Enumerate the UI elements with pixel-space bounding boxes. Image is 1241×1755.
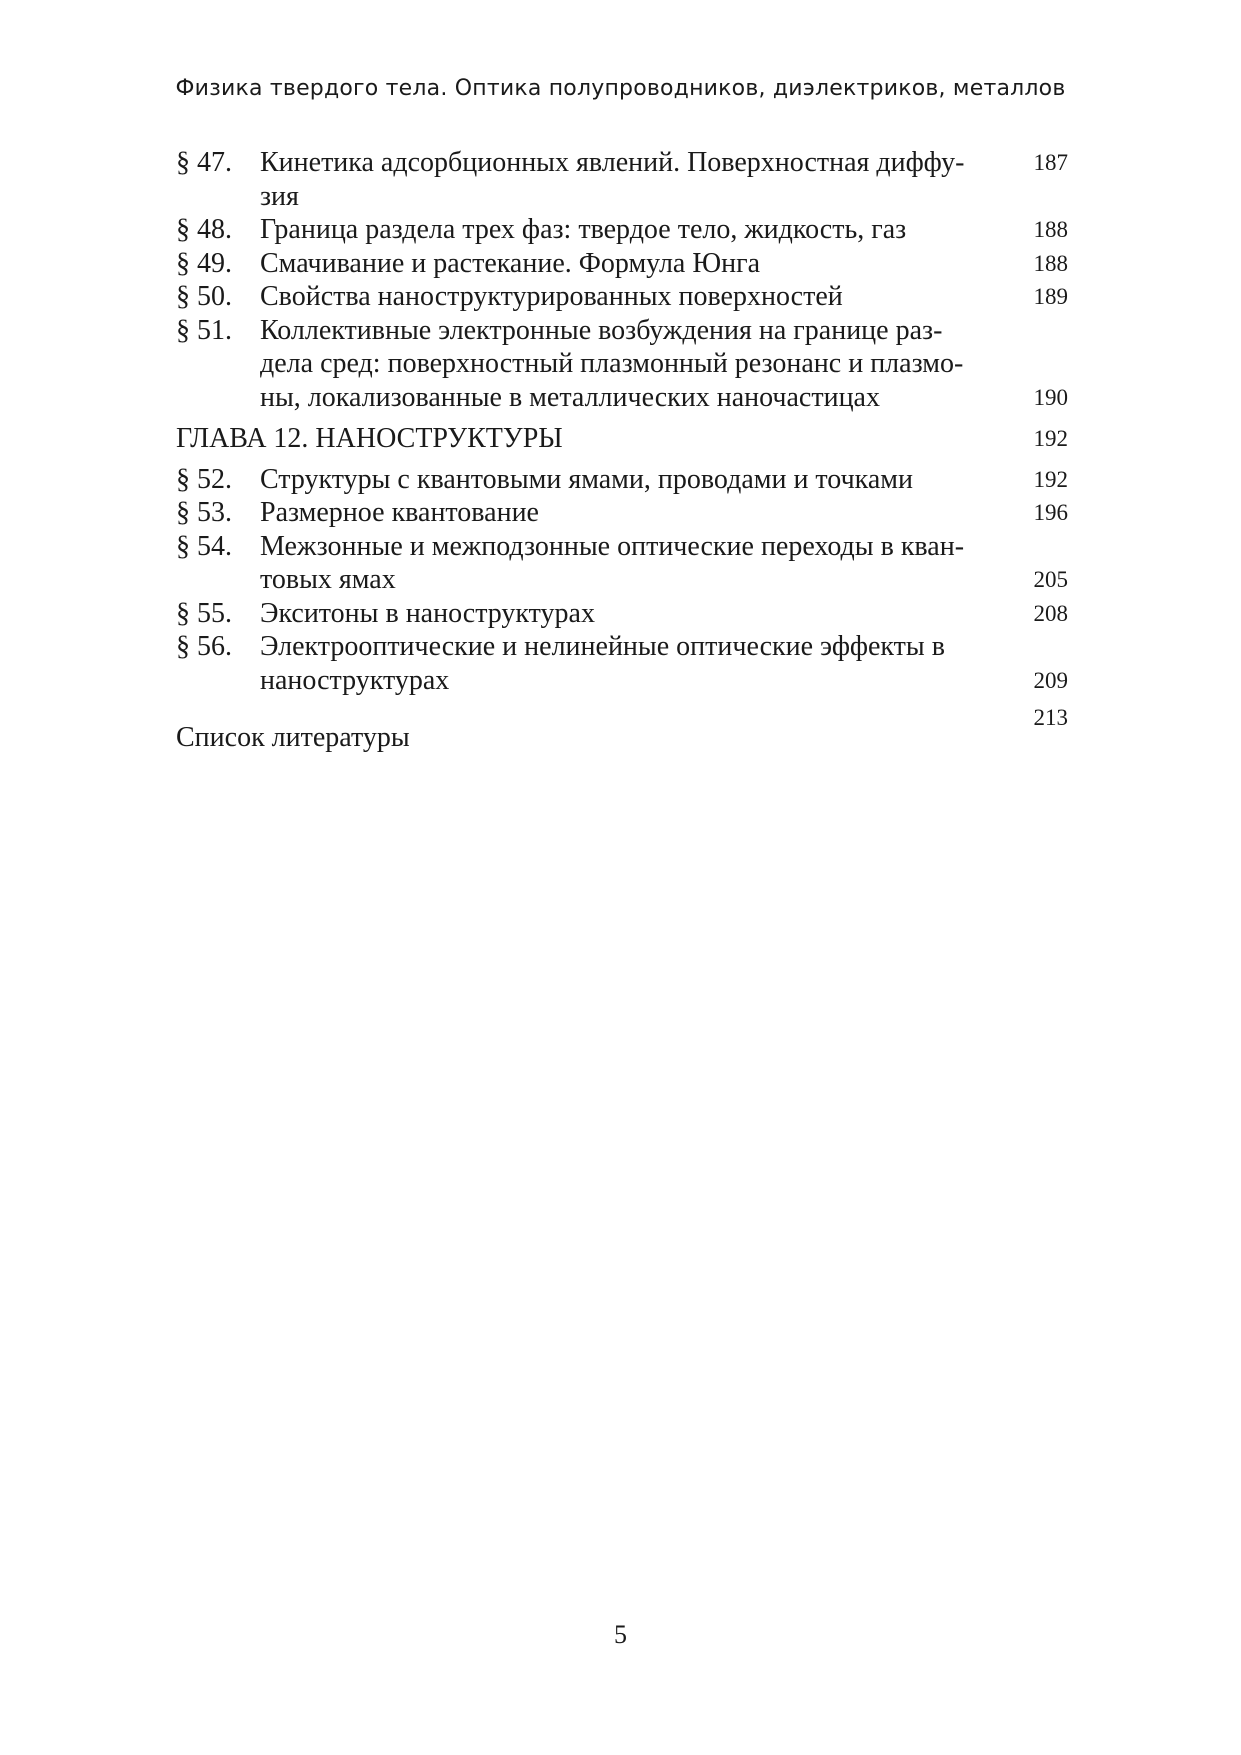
page-number: 192 bbox=[1033, 426, 1068, 451]
page-number: 188 bbox=[1033, 217, 1068, 242]
section-title bbox=[260, 630, 1000, 697]
section-title-line: Свойства наноструктурированных поверхностей bbox=[260, 281, 843, 312]
section-title-line: зия bbox=[260, 180, 299, 212]
bibliography-title: Список литературы bbox=[176, 722, 410, 753]
toc-entry-51[interactable] bbox=[176, 314, 1076, 415]
section-title-line: Коллективные электронные возбуждения на границе раз- bbox=[260, 314, 943, 346]
page-number: 205 bbox=[1033, 567, 1068, 592]
section-title bbox=[260, 213, 1000, 247]
section-title-line: Экситоны в наноструктурах bbox=[260, 597, 595, 629]
section-number: § 49. bbox=[176, 247, 232, 279]
section-title-line: Структуры с квантовыми ямами, проводами и точками bbox=[260, 463, 913, 495]
page-number: 208 bbox=[1033, 600, 1068, 626]
section-title-line: товых ямах bbox=[260, 564, 396, 595]
section-number: § 52. bbox=[176, 463, 232, 495]
toc-entry-48[interactable] bbox=[176, 213, 1076, 247]
section-title bbox=[260, 496, 1000, 530]
section-title bbox=[260, 280, 1000, 314]
toc-bibliography[interactable] bbox=[176, 701, 1076, 755]
page-footer-number: 5 bbox=[614, 1620, 627, 1649]
section-title bbox=[260, 314, 1000, 415]
section-number: § 54. bbox=[176, 530, 232, 562]
section-title bbox=[260, 463, 1000, 497]
page-number: 213 bbox=[1033, 705, 1068, 730]
section-number: § 55. bbox=[176, 597, 232, 629]
section-title bbox=[260, 530, 1000, 597]
section-title-line: ны, локализованные в металлических наночастицах bbox=[260, 381, 880, 413]
toc-entry-56[interactable] bbox=[176, 630, 1076, 697]
page-number: 192 bbox=[1033, 466, 1068, 492]
section-number: § 56. bbox=[176, 631, 232, 662]
chapter-title: ГЛАВА 12. НАНОСТРУКТУРЫ bbox=[176, 423, 563, 454]
section-number: § 48. bbox=[176, 214, 232, 245]
section-title-line: Смачивание и растекание. Формула Юнга bbox=[260, 247, 761, 279]
toc-entry-53[interactable] bbox=[176, 496, 1076, 530]
section-number: § 51. bbox=[176, 314, 232, 346]
section-title bbox=[260, 597, 1000, 631]
section-title-line: дела сред: поверхностный плазмонный резонанс и плазмо- bbox=[260, 348, 964, 379]
section-title bbox=[260, 247, 1000, 281]
toc-entry-47[interactable] bbox=[176, 146, 1076, 213]
page-number: 190 bbox=[1033, 384, 1068, 410]
toc-entry-55[interactable] bbox=[176, 597, 1076, 631]
toc-entry-50[interactable] bbox=[176, 280, 1076, 314]
page-number: 209 bbox=[1033, 667, 1068, 693]
page-number: 187 bbox=[1033, 150, 1068, 175]
section-number: § 53. bbox=[176, 497, 232, 528]
toc-entry-49[interactable] bbox=[176, 247, 1076, 281]
section-number: § 47. bbox=[176, 147, 232, 178]
page-number: 196 bbox=[1033, 500, 1068, 525]
section-title-line: Граница раздела трех фаз: твердое тело, жидкость, газ bbox=[260, 214, 907, 245]
section-number: § 50. bbox=[176, 281, 232, 312]
section-title-line: Электрооптические и нелинейные оптические эффекты в bbox=[260, 631, 945, 662]
running-header: Физика твердого тела. Оптика полупроводников, диэлектриков, металлов bbox=[175, 76, 1066, 101]
section-title-line: Размерное квантование bbox=[260, 497, 539, 528]
toc-entry-54[interactable] bbox=[176, 530, 1076, 597]
toc-entry-52[interactable] bbox=[176, 463, 1076, 497]
section-title bbox=[260, 146, 1000, 213]
page-number: 188 bbox=[1033, 250, 1068, 276]
page-number: 189 bbox=[1033, 284, 1068, 309]
section-title-line: Кинетика адсорбционных явлений. Поверхностная диффу- bbox=[260, 147, 965, 178]
section-title-line: наноструктурах bbox=[260, 664, 450, 696]
section-title-line: Межзонные и межподзонные оптические переходы в кван- bbox=[260, 530, 965, 562]
table-of-contents bbox=[176, 146, 1076, 755]
toc-chapter-12[interactable] bbox=[176, 422, 1076, 456]
